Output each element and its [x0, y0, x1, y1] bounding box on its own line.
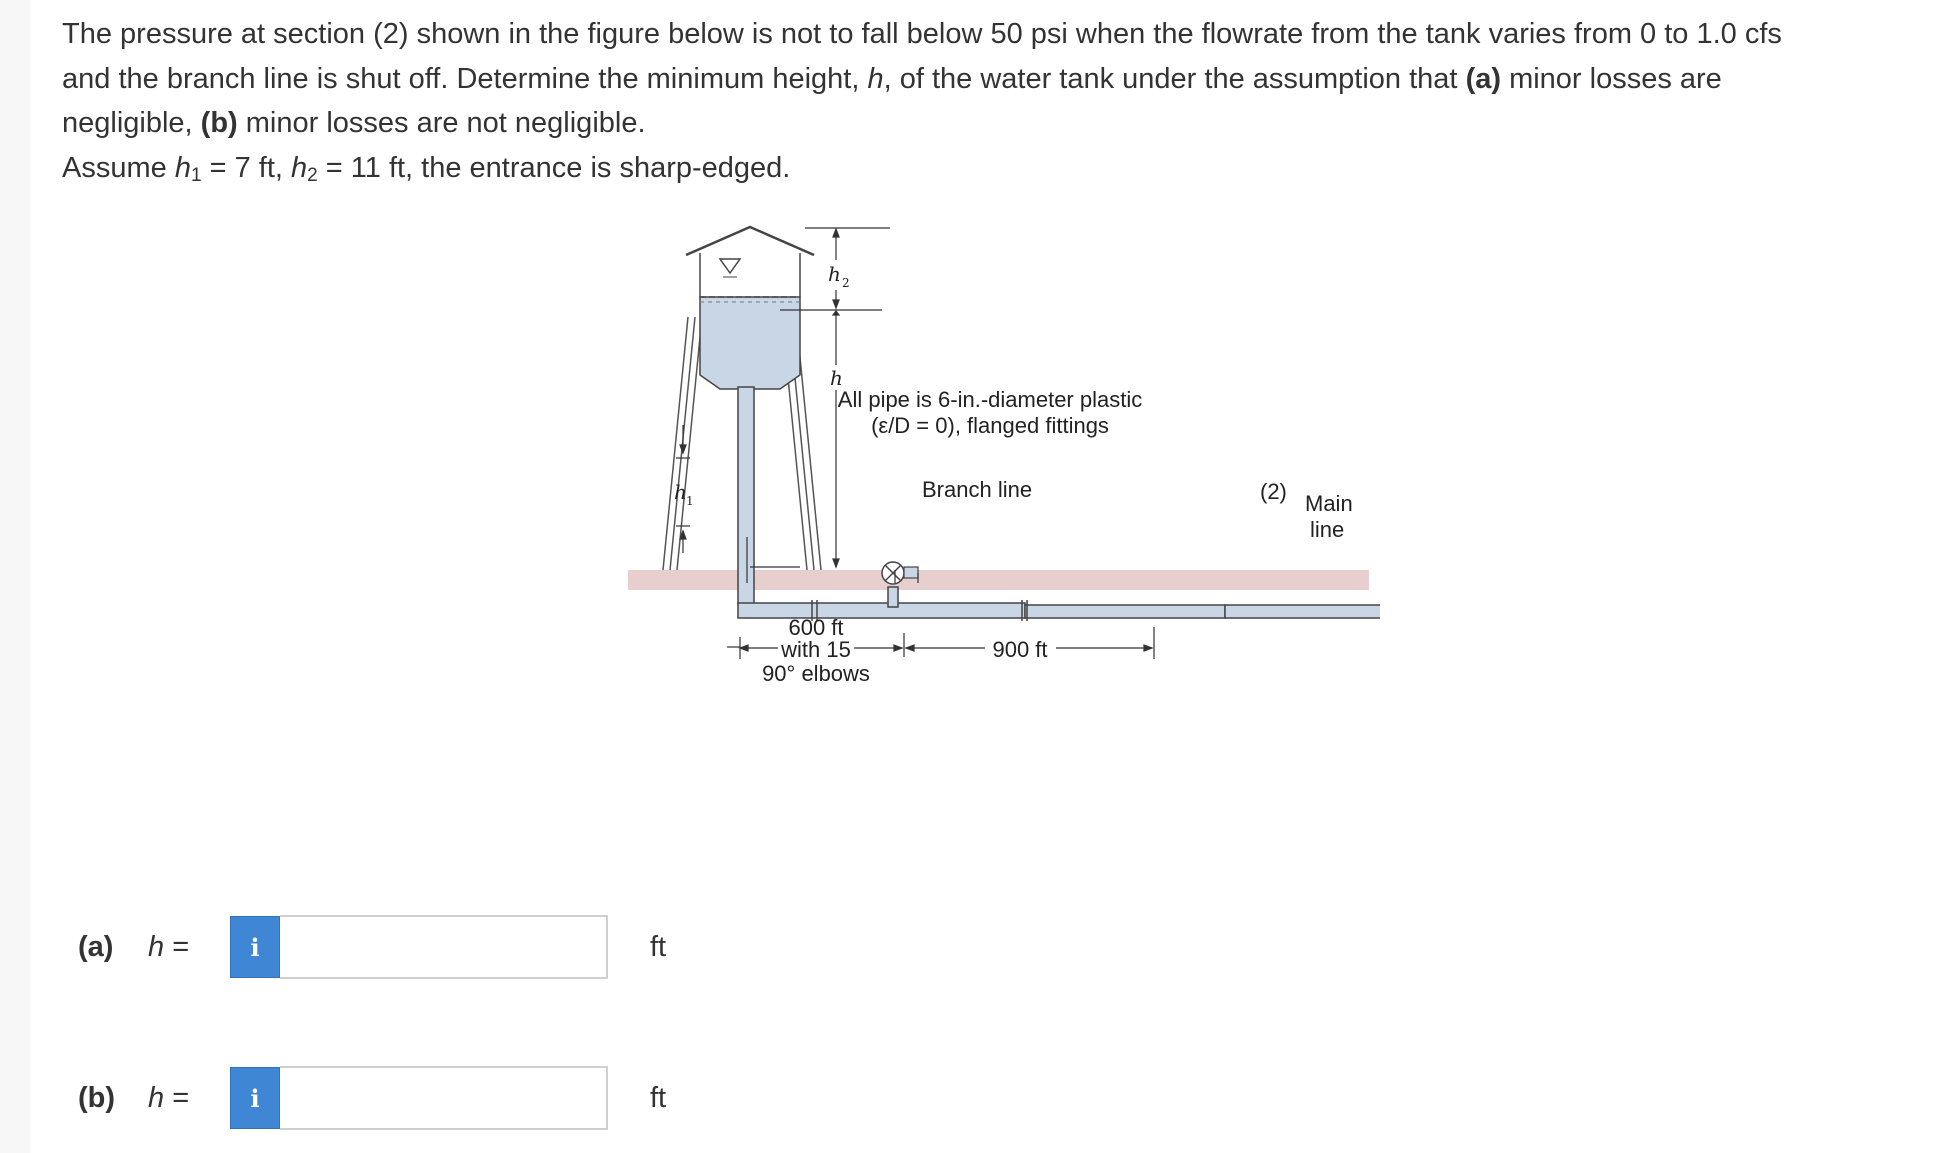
- problem-var: h: [291, 151, 308, 184]
- problem-text: Assume: [62, 151, 175, 184]
- problem-var: h: [174, 151, 191, 184]
- branch-tee: [888, 587, 898, 607]
- problem-text: The pressure at section (2) shown in the figure below is not to fall below 50 psi when the flowrate from the tank varies from 0 to 1.0 cfs: [62, 18, 1782, 50]
- water-tank-figure: [620, 215, 1380, 760]
- problem-line-2: [62, 57, 1942, 102]
- h2-sub: 2: [842, 276, 850, 290]
- pipe-note-line2: (ε/D = 0), flanged fittings: [871, 413, 1109, 438]
- answer-var: [148, 1082, 230, 1115]
- dim-600-elbows-2: 90° elbows: [762, 661, 870, 686]
- problem-statement: [62, 12, 1942, 190]
- answer-part-label: (b): [78, 1081, 116, 1114]
- answer-var-symbol: h: [148, 1081, 165, 1114]
- h2-label: h: [828, 262, 841, 286]
- main-line-label-2: line: [1310, 517, 1345, 542]
- dim-900-label: 900 ft: [992, 637, 1048, 662]
- answer-var: [148, 931, 230, 964]
- main-line-label-1: Main: [1305, 491, 1353, 516]
- figure-svg: [620, 215, 1380, 760]
- info-button[interactable]: [230, 1067, 280, 1129]
- problem-subscript: 2: [307, 164, 318, 186]
- problem-line-1: [62, 12, 1942, 57]
- answer-part-label: (a): [78, 930, 114, 963]
- horizontal-pipe: [738, 603, 1025, 618]
- answer-unit: ft: [650, 1081, 667, 1114]
- tank-water: [700, 297, 800, 389]
- section-2-label: (2): [1260, 479, 1287, 504]
- tank-roof: [686, 227, 814, 255]
- info-icon: i: [250, 932, 260, 962]
- answer-row-a: [78, 915, 666, 979]
- info-icon: i: [250, 1083, 260, 1113]
- problem-line-4: [62, 146, 1942, 191]
- problem-text: minor losses are not negligible.: [237, 107, 646, 139]
- part-label-b: (b): [200, 107, 238, 139]
- answer-equals: =: [164, 930, 190, 963]
- answer-unit: ft: [650, 930, 667, 963]
- answer-var-symbol: h: [148, 930, 165, 963]
- answer-equals: =: [164, 1081, 190, 1114]
- problem-text: = 7 ft,: [201, 151, 292, 184]
- free-surface-icon: [720, 259, 740, 273]
- h1-sub: 1: [686, 494, 694, 508]
- answer-input-a[interactable]: [280, 915, 608, 979]
- problem-subscript: 1: [190, 164, 202, 186]
- problem-text: and the branch line is shut off. Determine the minimum height,: [62, 62, 868, 95]
- answer-row-b: [78, 1066, 666, 1130]
- dim-600-label: 600 ft: [788, 615, 844, 640]
- h-label: h: [830, 366, 843, 390]
- branch-line-label: Branch line: [922, 477, 1033, 502]
- part-label-a: (a): [1465, 62, 1502, 95]
- problem-text: , of the water tank under the assumption that: [883, 62, 1466, 95]
- left-gutter: [0, 0, 30, 1153]
- answer-input-b[interactable]: [280, 1066, 608, 1130]
- problem-text: minor losses are: [1501, 62, 1722, 95]
- info-button[interactable]: [230, 916, 280, 978]
- problem-var: h: [867, 62, 884, 95]
- problem-line-3: [62, 101, 1942, 146]
- vertical-pipe: [738, 387, 754, 605]
- problem-text: = 11 ft, the entrance is sharp-edged.: [317, 151, 791, 184]
- pipe-note-line1: All pipe is 6-in.-diameter plastic: [837, 387, 1143, 412]
- dim-600-elbows: with 15: [781, 637, 851, 662]
- h1-label: h: [674, 480, 687, 504]
- problem-text: negligible,: [62, 107, 201, 139]
